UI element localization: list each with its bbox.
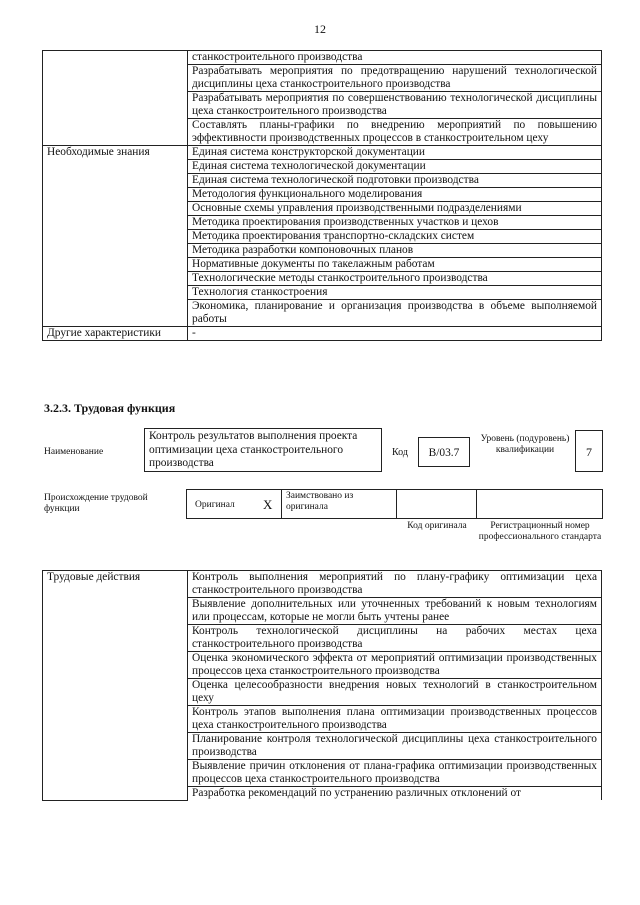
labor-actions-table <box>42 570 602 801</box>
table-cell: Методика разработки компоновочных планов <box>188 244 602 258</box>
table-cell: Разрабатывать мероприятия по предотвращению нарушений технологической дисциплины цеха станкостроительного производства <box>188 65 602 92</box>
table-cell: Оценка экономического эффекта от мероприятий оптимизации производственных процессов цеха станкостроительного производства <box>188 652 602 679</box>
function-name-box: Контроль результатов выполнения проекта оптимизации цеха станкостроительного производства <box>144 428 382 472</box>
level-box: 7 <box>575 430 603 472</box>
table-cell: Методика проектирования транспортно-складских систем <box>188 230 602 244</box>
borrowed-box: Заимствовано из оригинала <box>281 489 397 519</box>
table-cell: Единая система технологической подготовки производства <box>188 174 602 188</box>
table-cell: Контроль этапов выполнения плана оптимизации производственных процессов цеха станкостроительного производства <box>188 706 602 733</box>
row-label: Трудовые действия <box>43 571 188 801</box>
table-cell: Выявление дополнительных или уточненных требований к новым технологиям или процессам, которые не могли быть учтены ранее <box>188 598 602 625</box>
code-label: Код <box>392 447 408 458</box>
table-cell: Основные схемы управления производственными подразделениями <box>188 202 602 216</box>
table-cell: Технология станкостроения <box>188 286 602 300</box>
table-row <box>43 51 602 65</box>
table-cell: Единая система технологической документации <box>188 160 602 174</box>
name-label: Наименование <box>44 447 104 457</box>
table-cell: Разработка рекомендаций по устранению различных отклонений от <box>188 787 602 801</box>
original-mark: X <box>263 497 273 512</box>
table-cell: Методология функционального моделирования <box>188 188 602 202</box>
table-row <box>43 571 602 598</box>
skills-knowledge-table <box>42 50 602 341</box>
table-row <box>43 327 602 341</box>
table-cell: Составлять планы-графики по внедрению мероприятий по повышению эффективности производственных процессов в станкостроительном цеху <box>188 119 602 146</box>
table-cell: - <box>188 327 602 341</box>
table-row <box>43 146 602 160</box>
origin-code-box <box>396 489 477 519</box>
row-label: Другие характеристики <box>43 327 188 341</box>
origin-code-caption: Код оригинала <box>407 521 467 531</box>
registration-number-box <box>476 489 603 519</box>
original-box <box>186 489 282 519</box>
function-code-box: B/03.7 <box>418 437 470 467</box>
table-cell: Контроль технологической дисциплины на рабочих местах цеха станкостроительного производства <box>188 625 602 652</box>
table-cell: Нормативные документы по такелажным работам <box>188 258 602 272</box>
table-cell: Технологические методы станкостроительного производства <box>188 272 602 286</box>
table-cell: Контроль выполнения мероприятий по плану-графику оптимизации цеха станкостроительного производства <box>188 571 602 598</box>
table-cell: Планирование контроля технологической дисциплины цеха станкостроительного производства <box>188 733 602 760</box>
table-cell: Выявление причин отклонения от плана-графика оптимизации производственных процессов цеха станкостроительного производства <box>188 760 602 787</box>
table-cell: Методика проектирования производственных участков и цехов <box>188 216 602 230</box>
table-cell: станкостроительного производства <box>188 51 602 65</box>
table-cell: Разрабатывать мероприятия по совершенствованию технологической дисциплины цеха станкостроительного производства <box>188 92 602 119</box>
origin-label: Происхождение трудовой функции <box>44 493 148 514</box>
table-cell: Оценка целесообразности внедрения новых технологий в станкостроительном цеху <box>188 679 602 706</box>
registration-caption: Регистрационный номер профессионального стандарта <box>478 521 602 542</box>
table-cell: Единая система конструкторской документации <box>188 146 602 160</box>
page-number: 12 <box>314 22 326 36</box>
section-title: 3.2.3. Трудовая функция <box>44 401 176 415</box>
row-label <box>43 51 188 146</box>
original-label: Оригинал <box>195 500 235 510</box>
table-cell: Экономика, планирование и организация производства в объеме выполняемой работы <box>188 300 602 327</box>
level-label: Уровень (подуровень) квалификации <box>480 434 570 455</box>
row-label: Необходимые знания <box>43 146 188 327</box>
